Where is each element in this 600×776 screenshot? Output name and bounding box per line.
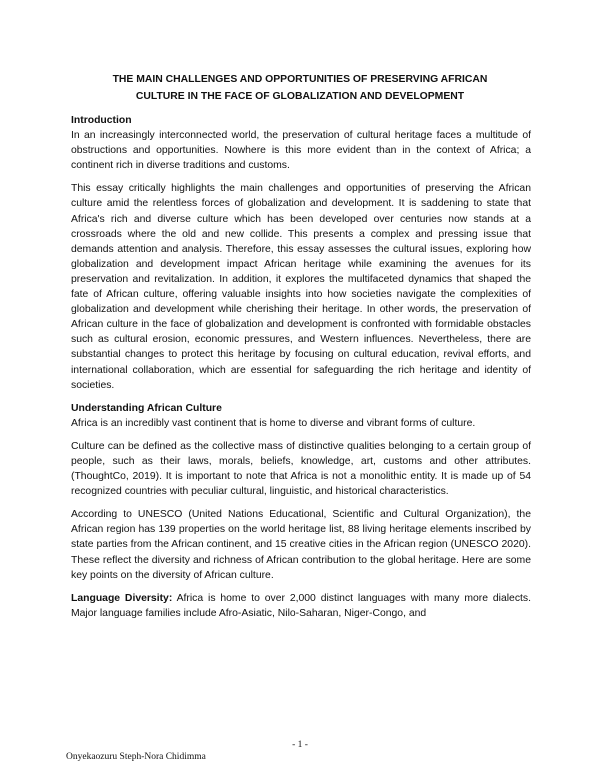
page-number: - 1 - [292, 740, 308, 750]
language-diversity-text: Africa is home to over 2,000 distinct languages with many more dialects. Major language families include Afro-Asiatic, Nilo-Saharan, Niger-Congo, and [71, 592, 531, 619]
language-diversity-paragraph [71, 591, 531, 621]
author-footer: Onyekaozuru Steph-Nora Chidimma [66, 752, 206, 762]
document-body [71, 113, 531, 629]
introduction-paragraph-2: This essay critically highlights the main challenges and opportunities of preserving the African culture amid the relentless forces of globalization and development. It is saddening to state that Africa's rich and diverse culture which has been developed over centuries now stands at a crossroads where the old and new collide. This presents a complex and pressing issue that demands attention and analysis. Therefore, this essay assesses the cultural issues, exploring how globalization and development impact African heritage while examining the avenues for its preservation and revitalization. In addition, it explores the multifaceted dynamics that shaped the fate of African culture, offering valuable insights into how societies navigate the complexities of globalization and development while cherishing their heritage. In other words, the preservation of African culture in the face of globalization and development is confronted with formidable obstacles such as cultural erosion, economic pressures, and Western influences. Nevertheless, there are substantial changes to protect this heritage by focusing on cultural education, revival efforts, and international collaboration, which are essential for safeguarding the rich heritage and identity of societies. [71, 183, 531, 391]
introduction-paragraph-1: In an increasingly interconnected world, the preservation of cultural heritage faces a multitude of obstructions and opportunities. Nowhere is this more evident than in the context of Africa; a continent rich in diverse traditions and customs. [71, 130, 531, 172]
understanding-heading: Understanding African Culture [71, 402, 222, 414]
understanding-paragraph-3: According to UNESCO (United Nations Educational, Scientific and Cultural Organization), the African region has 139 properties on the world heritage list, 88 living heritage elements inscribed by state parties from the African continent, and 15 creative cities in the African region (UNESCO 2020). These reflect the diversity and richness of African contribution to the global heritage. Here are some key points on the diversity of African culture. [71, 509, 531, 581]
understanding-paragraph-2: Culture can be defined as the collective mass of distinctive qualities belonging to a certain group of people, such as their laws, morals, beliefs, knowledge, art, customs and other attributes. (ThoughtCo, 2019). It is important to note that Africa is not a monolithic entity. It is made up of 54 recognized countries with peculiar cultural, linguistic, and historical characteristics. [71, 440, 531, 498]
understanding-paragraph-1: Africa is an incredibly vast continent that is home to diverse and vibrant forms of culture. [71, 417, 476, 429]
title-line-1: THE MAIN CHALLENGES AND OPPORTUNITIES OF PRESERVING AFRICAN [112, 74, 488, 85]
language-diversity-label: Language Diversity: [71, 592, 173, 604]
introduction-heading: Introduction [71, 115, 132, 126]
title-line-2: CULTURE IN THE FACE OF GLOBALIZATION AND DEVELOPMENT [135, 91, 465, 102]
document-title [60, 71, 540, 105]
